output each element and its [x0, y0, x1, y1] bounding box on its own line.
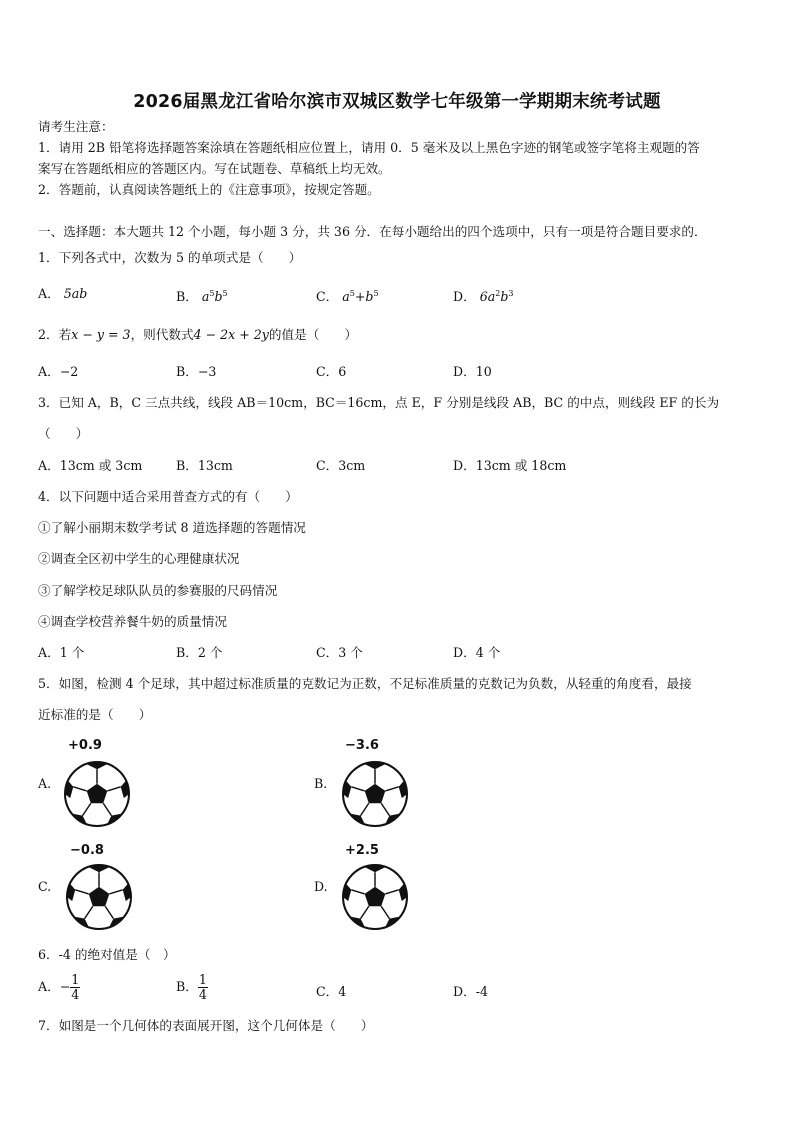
q2-stem-prefix: 2．若	[38, 327, 72, 342]
q6-b-fraction	[198, 973, 208, 1002]
q6-b-denominator: 4	[198, 987, 207, 1002]
q4-stem: 4．以下问题中适合采用普查方式的有（ ）	[38, 489, 298, 504]
section-heading: 一、选择题：本大题共 12 个小题，每小题 3 分，共 36 分．在每小题给出的四个选项中，只有一项是符合题目要求的．	[38, 224, 707, 239]
q1-c-exp2: 5	[373, 289, 379, 298]
soccer-ball-d-icon	[342, 864, 408, 930]
q1-c-base1: a	[342, 289, 350, 304]
q2-expression: 4 − 2x + 2y	[193, 327, 269, 342]
q3-option-b: B．13cm	[176, 458, 233, 473]
soccer-ball-a-icon	[64, 761, 130, 827]
q1-d-coef: 6a	[479, 289, 496, 304]
q1-c-base2: b	[365, 289, 374, 304]
q6-a-denominator: 4	[71, 987, 80, 1002]
q5-value-d: +2.5	[345, 843, 379, 858]
q6-a-fraction	[70, 973, 80, 1002]
q1-option-d	[453, 286, 514, 305]
q3-stem-line1: 3．已知 A，B，C 三点共线，线段 AB＝10cm，BC＝16cm，点 E，F 分别是线段 AB，BC 的中点，则线段 EF 的长为	[38, 395, 720, 410]
q4-item-3: ③了解学校足球队队员的参赛服的尺码情况	[38, 583, 278, 598]
q4-option-b: B．2 个	[176, 645, 223, 660]
q5-label-b: B.	[314, 776, 328, 791]
q5-value-c: −0.8	[70, 843, 104, 858]
q6-a-label: A．	[38, 979, 60, 994]
notice-line-1: 1．请用 2B 铅笔将选择题答案涂填在答题纸相应位置上，请用 0．5 毫米及以上黑色字迹的钢笔或签字笔将主观题的答	[38, 140, 700, 155]
q1-d-base2: b	[500, 289, 509, 304]
q3-option-d: D．13cm 或 18cm	[453, 458, 567, 473]
q2-option-b: B．−3	[176, 364, 217, 379]
q6-a-numerator: 1	[71, 972, 80, 987]
q1-a-label: A．	[38, 286, 60, 301]
q3-stem-line2: （ ）	[38, 426, 89, 441]
q1-option-c	[316, 286, 379, 305]
q5-value-a: +0.9	[68, 738, 102, 753]
q5-label-d: D.	[314, 879, 328, 894]
q1-d-label: D．	[453, 289, 476, 304]
q2-stem-mid: ，则代数式	[130, 327, 194, 342]
notice-heading: 请考生注意：	[38, 119, 114, 134]
q4-option-d: D．4 个	[453, 645, 501, 660]
q6-option-c	[316, 984, 346, 1000]
q4-option-a: A．1 个	[38, 645, 85, 660]
q1-a-expr: 5ab	[63, 286, 88, 301]
q1-c-plus: +	[354, 289, 366, 304]
q2-stem	[38, 327, 357, 343]
q1-b-base2: b	[214, 289, 223, 304]
q1-d-exp1: 2	[495, 289, 501, 298]
q2-option-a: A．−2	[38, 364, 79, 379]
q6-option-b	[176, 973, 208, 1002]
q7-stem: 7．如图是一个几何体的表面展开图，这个几何体是（ ）	[38, 1018, 374, 1033]
q2-condition: x − y = 3	[71, 327, 131, 342]
q6-option-d	[453, 984, 488, 1000]
q3-option-c: C．3cm	[316, 458, 366, 473]
q4-item-2: ②调查全区初中学生的心理健康状况	[38, 551, 240, 566]
q2-option-c: C．6	[316, 364, 347, 379]
q6-c-value: 4	[338, 984, 347, 999]
q3-option-a: A．13cm 或 3cm	[38, 458, 143, 473]
q5-label-a: A.	[38, 776, 52, 791]
q4-option-c: C．3 个	[316, 645, 363, 660]
q6-stem: 6．-4 的绝对值是（ ）	[38, 947, 176, 962]
q1-b-base1: a	[201, 289, 210, 304]
q6-d-label: D．	[453, 984, 476, 999]
q1-stem: 1．下列各式中，次数为 5 的单项式是（ ）	[38, 250, 302, 265]
q1-c-label: C．	[316, 289, 339, 304]
soccer-ball-c-icon	[66, 864, 132, 930]
q6-a-sign: −	[59, 979, 71, 994]
q1-option-a	[38, 286, 87, 302]
q1-d-exp2: 3	[508, 289, 514, 298]
page-title: 2026届黑龙江省哈尔滨市双城区数学七年级第一学期期末统考试题	[133, 92, 661, 112]
q5-value-b: −3.6	[345, 738, 379, 753]
q1-c-exp1: 5	[349, 289, 355, 298]
notice-line-2: 案写在答题纸相应的答题区内。写在试题卷、草稿纸上均无效。	[38, 161, 391, 176]
q6-d-value: -4	[475, 984, 488, 999]
q4-item-4: ④调查学校营养餐牛奶的质量情况	[38, 614, 227, 629]
notice-line-3: 2．答题前，认真阅读答题纸上的《注意事项》，按规定答题。	[38, 182, 380, 197]
q1-b-label: B．	[176, 289, 198, 304]
q6-c-label: C．	[316, 984, 339, 999]
q6-option-a	[38, 973, 80, 1002]
q4-item-1: ①了解小丽期末数学考试 8 道选择题的答题情况	[38, 520, 306, 535]
q5-stem-line1: 5．如图，检测 4 个足球，其中超过标准质量的克数记为正数，不足标准质量的克数记为负数，从轻重的角度看，最接	[38, 676, 692, 691]
q1-option-b	[176, 286, 228, 305]
soccer-ball-b-icon	[342, 761, 408, 827]
q1-b-exp2: 5	[222, 289, 228, 298]
q6-b-numerator: 1	[198, 972, 207, 987]
q2-option-d: D．10	[453, 364, 492, 379]
q2-stem-suffix: 的值是（ ）	[268, 327, 358, 342]
q5-stem-line2: 近标准的是（ ）	[38, 707, 152, 722]
q1-b-exp1: 5	[209, 289, 215, 298]
q5-label-c: C.	[38, 879, 52, 894]
q6-b-label: B．	[176, 979, 198, 994]
